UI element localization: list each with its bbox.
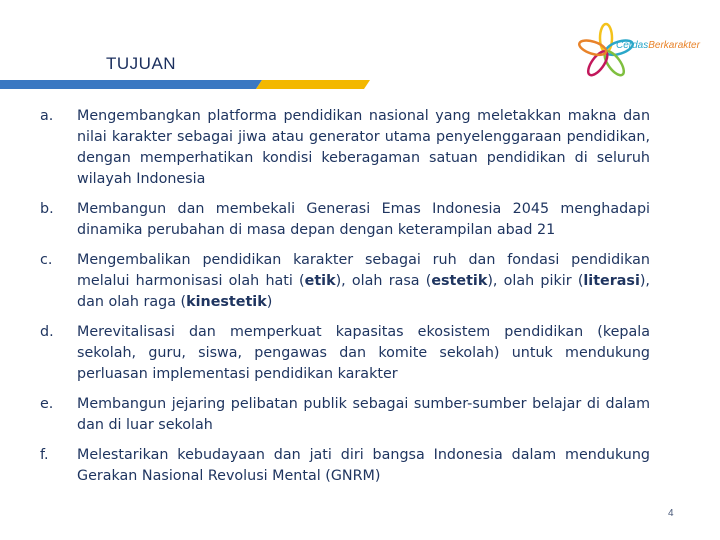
list-marker: d. <box>40 324 54 340</box>
list-item <box>40 445 650 487</box>
list-item-text: Melestarikan kebudayaan dan jati diri bangsa Indonesia dalam mendukung Gerakan Nasional Revolusi Mental (GNRM) <box>77 447 650 484</box>
list-item-text: Mengembangkan platforma pendidikan nasional yang meletakkan makna dan nilai karakter sebagai jiwa atau generator utama penyelenggaraan pendidikan, dengan memperhatikan kondisi keberagaman satuan pendidikan di seluruh wilayah Indonesia <box>77 108 650 187</box>
logo-name-part2: Berkarakter <box>648 40 700 51</box>
title-bar-blue <box>0 80 262 89</box>
list-marker: f. <box>40 447 49 463</box>
list-item-text: Membangun dan membekali Generasi Emas Indonesia 2045 menghadapi dinamika perubahan di masa depan dengan keterampilan abad 21 <box>77 201 650 238</box>
list-item-text: Merevitalisasi dan memperkuat kapasitas ekosistem pendidikan (kepala sekolah, guru, siswa, pengawas dan komite sekolah) untuk mendukung perluasan implementasi pendidikan karakter <box>77 324 650 382</box>
list-item <box>40 394 650 436</box>
title-underline-bar <box>0 80 370 89</box>
title-bar-yellow <box>256 80 370 89</box>
list-marker: a. <box>40 108 54 124</box>
list-item <box>40 106 650 190</box>
list-item <box>40 199 650 241</box>
logo-wordmark <box>616 40 700 51</box>
list-item-text: Mengembalikan pendidikan karakter sebagai ruh dan fondasi pendidikan melalui harmonisasi olah hati (etik), olah rasa (estetik), olah pikir (literasi), dan olah raga (kinestetik) <box>77 252 650 310</box>
objectives-list <box>40 106 650 487</box>
list-marker: b. <box>40 201 54 217</box>
page-number: 4 <box>668 508 674 519</box>
list-item-text: Membangun jejaring pelibatan publik sebagai sumber-sumber belajar di dalam dan di luar sekolah <box>77 396 650 433</box>
logo-pinwheel-icon <box>572 18 712 86</box>
list-item <box>40 250 650 313</box>
page-title: TUJUAN <box>106 54 177 73</box>
list-item <box>40 322 650 385</box>
list-marker: c. <box>40 252 53 268</box>
logo-name-part1: Cerdas <box>616 40 649 51</box>
list-marker: e. <box>40 396 54 412</box>
